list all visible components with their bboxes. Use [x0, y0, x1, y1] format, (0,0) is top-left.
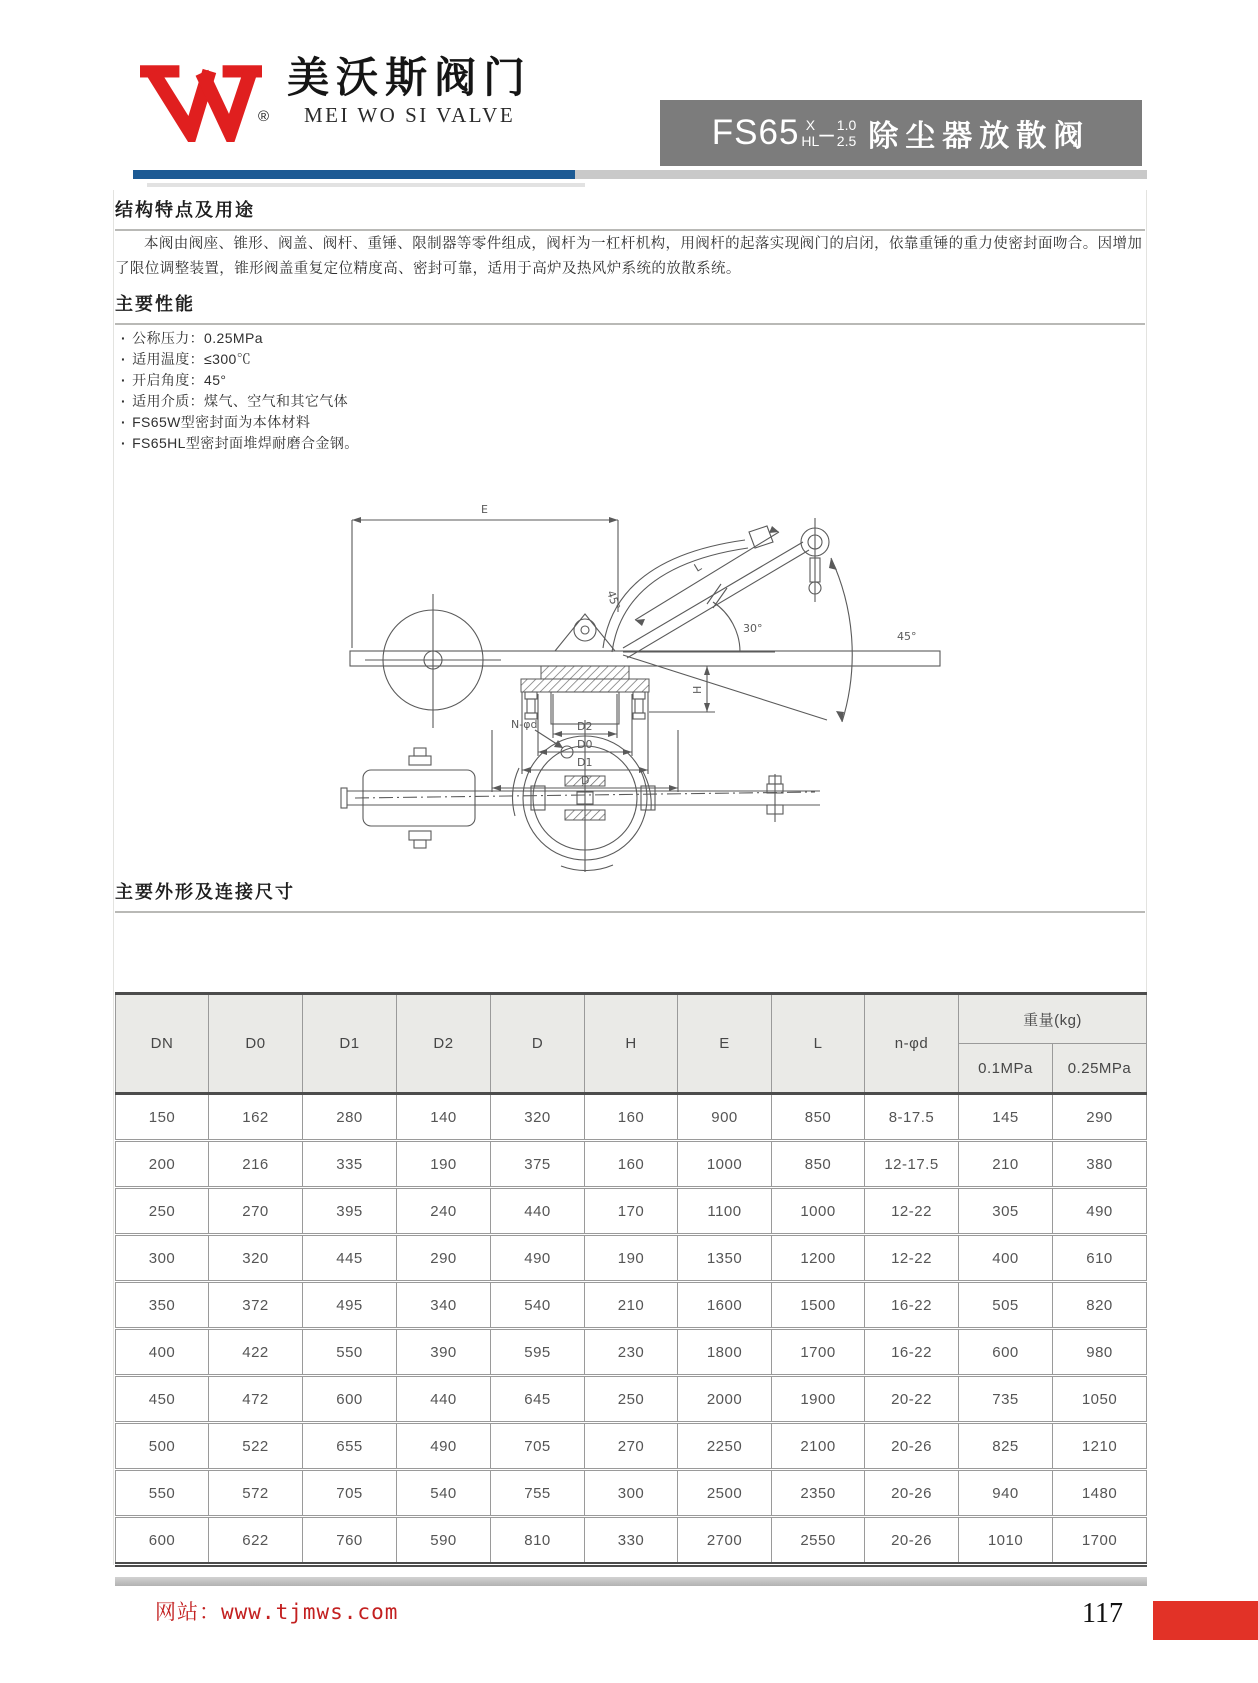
table-cell: 2250: [678, 1423, 772, 1470]
company-name-cn: 美沃斯阀门: [287, 53, 533, 102]
table-cell: 440: [491, 1188, 585, 1235]
table-cell: 810: [491, 1517, 585, 1565]
footer-divider-bar: [115, 1577, 1147, 1586]
angle-30-label: 30°: [743, 622, 763, 635]
table-cell: 825: [959, 1423, 1053, 1470]
table-cell: 655: [303, 1423, 397, 1470]
dimensions-table-body: [116, 1094, 1147, 1565]
table-cell: 1700: [1053, 1517, 1147, 1565]
table-row: [116, 1094, 1147, 1141]
table-cell: 735: [959, 1376, 1053, 1423]
col-header-d2: D2: [397, 994, 491, 1094]
brand-w-icon: [140, 58, 262, 142]
header-accent-bar: [133, 170, 575, 179]
bullet-marker: ·: [121, 393, 127, 409]
table-cell: 540: [397, 1470, 491, 1517]
bolt-note-label: N-φd: [511, 718, 538, 731]
table-cell: 600: [303, 1376, 397, 1423]
table-cell: 20-26: [865, 1517, 959, 1565]
table-cell: 1050: [1053, 1376, 1147, 1423]
company-logo: [140, 50, 532, 142]
table-cell: 400: [959, 1235, 1053, 1282]
table-cell: 12-17.5: [865, 1141, 959, 1188]
table-cell: 320: [491, 1094, 585, 1141]
table-row: [116, 1470, 1147, 1517]
table-cell: 20-26: [865, 1470, 959, 1517]
table-cell: 305: [959, 1188, 1053, 1235]
col-header-d1: D1: [303, 994, 397, 1094]
table-cell: 320: [209, 1235, 303, 1282]
col-header-h: H: [585, 994, 678, 1094]
table-cell: 760: [303, 1517, 397, 1565]
table-cell: 1100: [678, 1188, 772, 1235]
performance-item: [121, 433, 1121, 454]
table-cell: 2000: [678, 1376, 772, 1423]
table-cell: 595: [491, 1329, 585, 1376]
table-cell: 610: [1053, 1235, 1147, 1282]
table-cell: 150: [116, 1094, 209, 1141]
table-cell: 1800: [678, 1329, 772, 1376]
header-gray-bar: [575, 170, 1147, 179]
table-cell: 1210: [1053, 1423, 1147, 1470]
table-cell: 422: [209, 1329, 303, 1376]
table-cell: 2350: [772, 1470, 865, 1517]
col-header-weight: 重量(kg): [959, 994, 1147, 1044]
variant-top: X: [805, 116, 816, 133]
table-cell: 940: [959, 1470, 1053, 1517]
performance-item: [121, 370, 1121, 391]
col-header-dn: DN: [116, 994, 209, 1094]
pressure-top: 1.0: [836, 116, 857, 133]
table-cell: 395: [303, 1188, 397, 1235]
dimensions-table: [115, 992, 1147, 1567]
performance-item-text: 适用温度：≤300℃: [132, 351, 252, 367]
dim-label-d1: D1: [577, 756, 593, 769]
performance-item: [121, 412, 1121, 433]
table-cell: 162: [209, 1094, 303, 1141]
table-cell: 540: [491, 1282, 585, 1329]
performance-item-text: 适用介质：煤气、空气和其它气体: [132, 393, 349, 409]
table-cell: 600: [959, 1329, 1053, 1376]
col-header-l: L: [772, 994, 865, 1094]
table-row: [116, 1376, 1147, 1423]
table-cell: 495: [303, 1282, 397, 1329]
col-header-d0: D0: [209, 994, 303, 1094]
table-cell: 705: [491, 1423, 585, 1470]
page-number: 117: [1082, 1598, 1123, 1629]
table-cell: 160: [585, 1094, 678, 1141]
dim-label-d0: D0: [577, 738, 593, 751]
table-cell: 16-22: [865, 1329, 959, 1376]
table-cell: 300: [116, 1235, 209, 1282]
table-cell: 250: [116, 1188, 209, 1235]
table-cell: 216: [209, 1141, 303, 1188]
table-cell: 522: [209, 1423, 303, 1470]
table-cell: 20-26: [865, 1423, 959, 1470]
table-row: [116, 1282, 1147, 1329]
table-cell: 16-22: [865, 1282, 959, 1329]
dim-label-d2: D2: [577, 720, 593, 733]
table-header: [116, 994, 1147, 1094]
table-cell: 490: [491, 1235, 585, 1282]
table-cell: 1700: [772, 1329, 865, 1376]
section-title-performance: 主要性能: [115, 290, 1145, 325]
performance-item: [121, 391, 1121, 412]
table-cell: 290: [397, 1235, 491, 1282]
table-cell: 820: [1053, 1282, 1147, 1329]
table-cell: 1200: [772, 1235, 865, 1282]
footer-red-tab: [1153, 1601, 1258, 1640]
table-cell: 280: [303, 1094, 397, 1141]
table-cell: 375: [491, 1141, 585, 1188]
table-cell: 170: [585, 1188, 678, 1235]
table-cell: 705: [303, 1470, 397, 1517]
table-cell: 210: [585, 1282, 678, 1329]
table-cell: 505: [959, 1282, 1053, 1329]
table-cell: 330: [585, 1517, 678, 1565]
table-cell: 380: [1053, 1141, 1147, 1188]
section-title-features: 结构特点及用途: [115, 196, 1145, 231]
variant-bottom: HL: [801, 133, 820, 149]
angle-45-label: 45°: [897, 630, 917, 643]
table-cell: 572: [209, 1470, 303, 1517]
bullet-marker: ·: [121, 414, 127, 430]
bullet-marker: ·: [121, 330, 127, 346]
registered-mark: ®: [258, 108, 270, 125]
table-cell: 270: [585, 1423, 678, 1470]
table-cell: 980: [1053, 1329, 1147, 1376]
table-cell: 230: [585, 1329, 678, 1376]
table-cell: 1480: [1053, 1470, 1147, 1517]
table-cell: 350: [116, 1282, 209, 1329]
product-title-box: [660, 100, 1142, 166]
table-cell: 290: [1053, 1094, 1147, 1141]
features-paragraph: 本阀由阀座、锥形、阀盖、阀杆、重锤、限制器等零件组成，阀杆为一杠杆机构，用阀杆的起落实现阀门的启闭，依靠重锤的重力使密封面吻合。因增加了限位调整装置，锥形阀盖重复定位精度高、密封可靠，适用于高炉及热风炉系统的放散系统。: [115, 236, 1143, 277]
table-row: [116, 1423, 1147, 1470]
pressure-bottom: 2.5: [836, 133, 857, 149]
bullet-marker: ·: [121, 351, 127, 367]
table-cell: 550: [303, 1329, 397, 1376]
table-cell: 850: [772, 1094, 865, 1141]
table-cell: 1000: [678, 1141, 772, 1188]
table-cell: 1350: [678, 1235, 772, 1282]
model-code: FS65: [711, 113, 800, 152]
table-cell: 400: [116, 1329, 209, 1376]
header-bar-shadow: [147, 183, 585, 187]
bullet-marker: ·: [121, 435, 127, 451]
table-cell: 270: [209, 1188, 303, 1235]
table-row: [116, 1329, 1147, 1376]
table-cell: 20-22: [865, 1376, 959, 1423]
performance-list: [121, 328, 1121, 454]
table-cell: 622: [209, 1517, 303, 1565]
table-cell: 445: [303, 1235, 397, 1282]
table-cell: 440: [397, 1376, 491, 1423]
company-name-en: MEI WO SI VALVE: [303, 102, 516, 127]
logo-text: [287, 50, 532, 128]
table-cell: 590: [397, 1517, 491, 1565]
product-name: 除尘器放散阀: [868, 120, 1091, 153]
col-header-d: D: [491, 994, 585, 1094]
pressure-stack: [837, 117, 856, 149]
table-cell: 1000: [772, 1188, 865, 1235]
table-cell: 12-22: [865, 1188, 959, 1235]
table-row: [116, 1235, 1147, 1282]
section-title-dimensions: 主要外形及连接尺寸: [115, 878, 1145, 913]
table-cell: 190: [585, 1235, 678, 1282]
table-cell: 490: [1053, 1188, 1147, 1235]
table-cell: 755: [491, 1470, 585, 1517]
dim-label-h: H: [691, 685, 704, 694]
table-row: [116, 1517, 1147, 1565]
performance-item-text: FS65W型密封面为本体材料: [132, 414, 311, 430]
table-cell: 140: [397, 1094, 491, 1141]
table-cell: 12-22: [865, 1235, 959, 1282]
table-cell: 372: [209, 1282, 303, 1329]
col-header-nphid: n-φd: [865, 994, 959, 1094]
table-cell: 2550: [772, 1517, 865, 1565]
table-cell: 2700: [678, 1517, 772, 1565]
dim-label-l: L: [691, 560, 704, 575]
table-cell: 550: [116, 1470, 209, 1517]
table-cell: 335: [303, 1141, 397, 1188]
performance-item: [121, 328, 1121, 349]
table-cell: 8-17.5: [865, 1094, 959, 1141]
table-cell: 645: [491, 1376, 585, 1423]
col-header-e: E: [678, 994, 772, 1094]
table-cell: 600: [116, 1517, 209, 1565]
guide-angle-label: 45°: [604, 588, 623, 612]
table-row: [116, 1141, 1147, 1188]
page-left-edge: [113, 190, 114, 1565]
table-cell: 472: [209, 1376, 303, 1423]
table-cell: 1600: [678, 1282, 772, 1329]
table-cell: 2500: [678, 1470, 772, 1517]
table-row: [116, 1188, 1147, 1235]
performance-item-text: FS65HL型密封面堆焊耐磨合金钢。: [132, 435, 359, 451]
table-cell: 390: [397, 1329, 491, 1376]
performance-item-text: 公称压力：0.25MPa: [132, 330, 263, 346]
technical-drawing: [115, 480, 1145, 872]
col-header-weight-025mpa: 0.25MPa: [1053, 1044, 1147, 1094]
performance-item-text: 开启角度：45°: [132, 372, 227, 388]
table-cell: 145: [959, 1094, 1053, 1141]
table-cell: 850: [772, 1141, 865, 1188]
performance-item: [121, 349, 1121, 370]
footer-website: 网站：www.tjmws.com: [155, 1600, 399, 1624]
table-cell: 300: [585, 1470, 678, 1517]
table-cell: 250: [585, 1376, 678, 1423]
model-variant-stack: [801, 117, 819, 149]
table-cell: 490: [397, 1423, 491, 1470]
table-cell: 200: [116, 1141, 209, 1188]
table-cell: 240: [397, 1188, 491, 1235]
table-cell: 500: [116, 1423, 209, 1470]
table-cell: 900: [678, 1094, 772, 1141]
table-cell: 2100: [772, 1423, 865, 1470]
model-dash: –: [819, 117, 834, 148]
table-cell: 210: [959, 1141, 1053, 1188]
table-cell: 160: [585, 1141, 678, 1188]
bullet-marker: ·: [121, 372, 127, 388]
table-cell: 340: [397, 1282, 491, 1329]
table-cell: 450: [116, 1376, 209, 1423]
table-cell: 190: [397, 1141, 491, 1188]
table-cell: 1900: [772, 1376, 865, 1423]
table-cell: 1500: [772, 1282, 865, 1329]
dim-label-e: E: [481, 503, 488, 516]
table-cell: 1010: [959, 1517, 1053, 1565]
col-header-weight-01mpa: 0.1MPa: [959, 1044, 1053, 1094]
